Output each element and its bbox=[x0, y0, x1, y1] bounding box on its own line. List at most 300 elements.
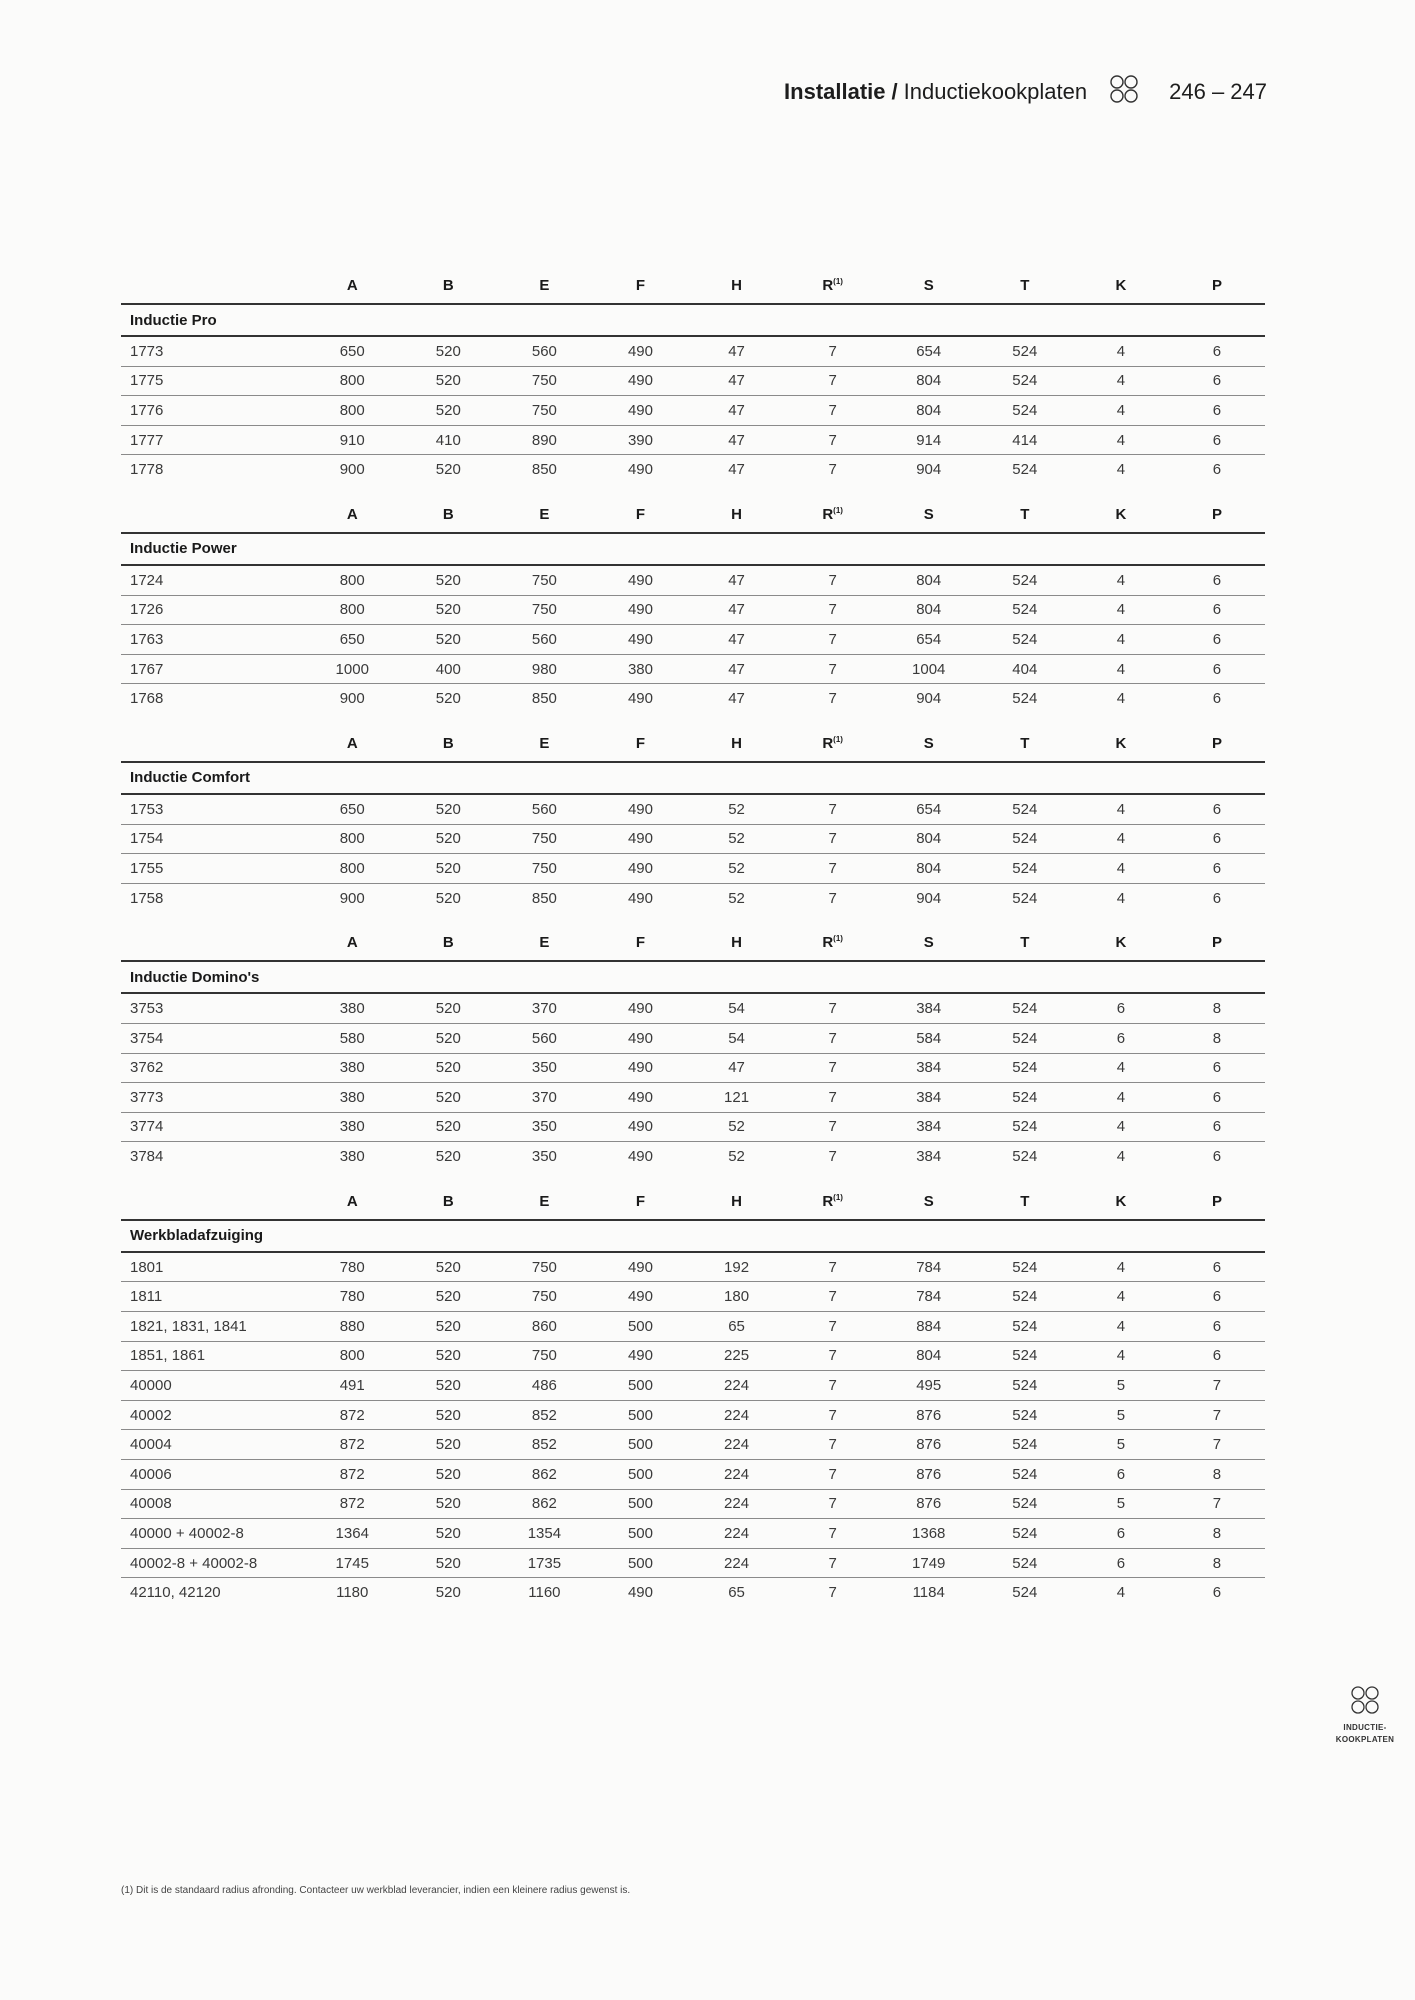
group-title-row bbox=[121, 762, 1265, 794]
cell-r: 7 bbox=[785, 396, 881, 426]
cell-k: 4 bbox=[1116, 690, 1126, 708]
cell-h: 52 bbox=[689, 794, 785, 824]
cell-p: 8 bbox=[1169, 1519, 1265, 1549]
table-row bbox=[121, 1489, 1265, 1519]
cell-p: 7 bbox=[1169, 1400, 1265, 1430]
footnote-marker: (1) bbox=[833, 505, 843, 515]
cell-t: 524 bbox=[977, 595, 1073, 625]
group-title: Inductie Pro bbox=[121, 304, 1265, 336]
table-row bbox=[121, 1023, 1265, 1053]
cell-b: 520 bbox=[400, 854, 496, 884]
cell-r: 7 bbox=[785, 1548, 881, 1578]
table-row bbox=[121, 396, 1265, 426]
dimensions-table bbox=[121, 1184, 1265, 1607]
table-row bbox=[121, 1112, 1265, 1142]
table-row bbox=[121, 455, 1265, 484]
cell-e: 370 bbox=[496, 993, 592, 1023]
column-header-a bbox=[304, 497, 400, 533]
table-row bbox=[121, 854, 1265, 884]
cell-k: 4 bbox=[1073, 794, 1169, 824]
cell-s: 876 bbox=[881, 1430, 977, 1460]
cell-b: 520 bbox=[435, 1148, 461, 1166]
column-header-label: S bbox=[923, 505, 934, 523]
column-header-r bbox=[785, 497, 881, 533]
cell-r: 7 bbox=[785, 1282, 881, 1312]
cell-a: 380 bbox=[304, 1053, 400, 1083]
column-header-h bbox=[689, 1184, 785, 1220]
model-number: 1801 bbox=[121, 1252, 304, 1282]
cell-a: 1364 bbox=[304, 1519, 400, 1549]
column-header-row bbox=[121, 726, 1265, 762]
cell-b: 520 bbox=[400, 1083, 496, 1113]
cell-e: 860 bbox=[496, 1312, 592, 1342]
cell-h: 52 bbox=[728, 889, 745, 907]
column-header-row bbox=[121, 1184, 1265, 1220]
cell-e: 750 bbox=[496, 1282, 592, 1312]
cell-b: 520 bbox=[400, 993, 496, 1023]
cell-p: 6 bbox=[1169, 1341, 1265, 1371]
column-header-label: E bbox=[539, 934, 550, 952]
cell-a: 900 bbox=[339, 889, 365, 907]
section-title: Installatie bbox=[784, 79, 886, 104]
cell-b: 520 bbox=[400, 1400, 496, 1430]
column-header-s bbox=[881, 268, 977, 304]
cell-f: 490 bbox=[592, 396, 688, 426]
column-header-r bbox=[785, 726, 881, 762]
cell-p: 6 bbox=[1212, 1148, 1222, 1166]
column-header-label: S bbox=[923, 1192, 934, 1210]
cell-f: 490 bbox=[592, 565, 688, 595]
cell-f: 490 bbox=[627, 690, 653, 708]
cell-a: 800 bbox=[304, 396, 400, 426]
cell-h: 47 bbox=[728, 690, 745, 708]
cell-t: 524 bbox=[1012, 690, 1038, 708]
cell-p: 6 bbox=[1169, 1282, 1265, 1312]
cell-k: 5 bbox=[1073, 1400, 1169, 1430]
cell-f: 490 bbox=[592, 1341, 688, 1371]
table-row bbox=[121, 1341, 1265, 1371]
cell-t: 524 bbox=[977, 1023, 1073, 1053]
cell-a: 380 bbox=[304, 993, 400, 1023]
cell-r: 7 bbox=[828, 461, 837, 479]
cell-f: 490 bbox=[592, 1112, 688, 1142]
column-header-blank bbox=[121, 497, 304, 533]
cell-s: 884 bbox=[881, 1312, 977, 1342]
table-gap bbox=[121, 1171, 1265, 1184]
cell-r: 7 bbox=[785, 1053, 881, 1083]
cell-h: 47 bbox=[689, 396, 785, 426]
cell-k: 6 bbox=[1073, 1460, 1169, 1490]
column-header-label: E bbox=[539, 505, 550, 523]
column-header-label: A bbox=[346, 505, 358, 523]
column-header-label: S bbox=[923, 934, 934, 952]
cell-h: 65 bbox=[728, 1584, 745, 1602]
cell-b: 520 bbox=[435, 690, 461, 708]
cell-h: 52 bbox=[689, 854, 785, 884]
model-number: 1821, 1831, 1841 bbox=[121, 1312, 304, 1342]
column-header-t bbox=[977, 925, 1073, 961]
cell-f: 490 bbox=[627, 889, 653, 907]
column-header-k bbox=[1073, 268, 1169, 304]
cell-p: 7 bbox=[1169, 1489, 1265, 1519]
cell-s: 654 bbox=[881, 794, 977, 824]
model-number: 40000 bbox=[121, 1371, 304, 1401]
column-header-r bbox=[785, 925, 881, 961]
column-header-label: B bbox=[442, 505, 454, 523]
cell-f: 490 bbox=[627, 461, 653, 479]
column-header-label: K bbox=[1115, 277, 1127, 294]
cell-h: 54 bbox=[689, 1023, 785, 1053]
cell-h: 224 bbox=[689, 1400, 785, 1430]
column-header-label: B bbox=[442, 277, 454, 294]
model-number: 40002 bbox=[121, 1400, 304, 1430]
model-number: 1755 bbox=[121, 854, 304, 884]
cell-k: 4 bbox=[1073, 654, 1169, 684]
cell-k: 6 bbox=[1073, 1023, 1169, 1053]
column-header-k bbox=[1073, 497, 1169, 533]
cell-t: 524 bbox=[977, 1519, 1073, 1549]
column-header-k bbox=[1073, 726, 1169, 762]
cell-p: 6 bbox=[1212, 690, 1222, 708]
column-header-b bbox=[400, 268, 496, 304]
cell-s: 384 bbox=[881, 1112, 977, 1142]
column-header-label: A bbox=[346, 1192, 358, 1210]
table-row bbox=[121, 1548, 1265, 1578]
column-header-label: T bbox=[1020, 277, 1030, 294]
cell-t: 524 bbox=[977, 1053, 1073, 1083]
cell-h: 54 bbox=[689, 993, 785, 1023]
cell-b: 520 bbox=[400, 824, 496, 854]
cell-k: 4 bbox=[1073, 396, 1169, 426]
cell-k: 4 bbox=[1116, 1584, 1126, 1602]
cell-r: 7 bbox=[785, 993, 881, 1023]
cell-f: 500 bbox=[592, 1371, 688, 1401]
cell-s: 804 bbox=[881, 854, 977, 884]
cell-a: 800 bbox=[304, 1341, 400, 1371]
model-number: 40002-8 + 40002-8 bbox=[121, 1548, 304, 1578]
cell-e: 1160 bbox=[528, 1584, 561, 1602]
cell-a: 650 bbox=[304, 794, 400, 824]
cell-f: 490 bbox=[592, 854, 688, 884]
dimensions-table bbox=[121, 268, 1265, 484]
cell-p: 6 bbox=[1169, 1112, 1265, 1142]
cell-p: 6 bbox=[1169, 336, 1265, 366]
column-header-label: B bbox=[442, 934, 454, 952]
column-header-label: P bbox=[1211, 734, 1222, 752]
cell-e: 560 bbox=[496, 625, 592, 655]
cell-h: 224 bbox=[689, 1371, 785, 1401]
cell-k: 4 bbox=[1073, 1341, 1169, 1371]
cell-r: 7 bbox=[785, 1252, 881, 1282]
table-row bbox=[121, 366, 1265, 396]
cell-p: 6 bbox=[1169, 425, 1265, 455]
cell-t: 524 bbox=[977, 1312, 1073, 1342]
cell-s: 784 bbox=[881, 1252, 977, 1282]
cell-p: 6 bbox=[1212, 1584, 1222, 1602]
table-row bbox=[121, 1083, 1265, 1113]
cell-p: 8 bbox=[1169, 993, 1265, 1023]
model-number: 40004 bbox=[121, 1430, 304, 1460]
model-number: 1726 bbox=[121, 595, 304, 625]
model-number: 3762 bbox=[121, 1053, 304, 1083]
column-header-h bbox=[689, 925, 785, 961]
cell-k: 4 bbox=[1116, 1148, 1126, 1166]
cell-r: 7 bbox=[785, 1430, 881, 1460]
cell-h: 65 bbox=[689, 1312, 785, 1342]
cell-s: 904 bbox=[916, 690, 942, 708]
cell-r: 7 bbox=[785, 1371, 881, 1401]
column-header-f bbox=[592, 1184, 688, 1220]
cell-s: 1749 bbox=[881, 1548, 977, 1578]
cell-s: 876 bbox=[881, 1489, 977, 1519]
cell-p: 6 bbox=[1169, 824, 1265, 854]
cell-e: 852 bbox=[496, 1430, 592, 1460]
column-header-blank bbox=[121, 726, 304, 762]
cell-f: 490 bbox=[592, 1282, 688, 1312]
column-header-r bbox=[785, 1184, 881, 1220]
cell-s: 804 bbox=[881, 366, 977, 396]
cell-t: 404 bbox=[977, 654, 1073, 684]
column-header-s bbox=[881, 925, 977, 961]
table-row bbox=[121, 1400, 1265, 1430]
cell-e: 750 bbox=[496, 366, 592, 396]
column-header-label: T bbox=[1020, 934, 1030, 952]
cell-f: 490 bbox=[592, 625, 688, 655]
cell-k: 4 bbox=[1073, 1282, 1169, 1312]
cell-f: 490 bbox=[592, 993, 688, 1023]
cell-k: 4 bbox=[1073, 625, 1169, 655]
cell-k: 4 bbox=[1073, 824, 1169, 854]
group-title-row bbox=[121, 304, 1265, 336]
column-header-label: F bbox=[635, 505, 646, 523]
cell-h: 52 bbox=[728, 1148, 745, 1166]
cell-e: 890 bbox=[496, 425, 592, 455]
cell-a: 380 bbox=[304, 1083, 400, 1113]
table-row bbox=[121, 1430, 1265, 1460]
cell-a: 800 bbox=[304, 366, 400, 396]
cell-b: 520 bbox=[400, 1112, 496, 1142]
column-header-h bbox=[689, 726, 785, 762]
column-header-label: T bbox=[1020, 505, 1030, 523]
column-header-t bbox=[977, 726, 1073, 762]
model-number: 1851, 1861 bbox=[121, 1341, 304, 1371]
column-header-label: K bbox=[1115, 1192, 1127, 1210]
model-number: 40006 bbox=[121, 1460, 304, 1490]
group-title-row bbox=[121, 1220, 1265, 1252]
footnote-marker: (1) bbox=[833, 1192, 843, 1202]
cell-r: 7 bbox=[785, 425, 881, 455]
table-gap bbox=[121, 912, 1265, 925]
cell-k: 4 bbox=[1073, 565, 1169, 595]
table-row bbox=[121, 1578, 1265, 1607]
cell-p: 6 bbox=[1169, 854, 1265, 884]
column-header-label: H bbox=[731, 934, 742, 952]
cell-e: 850 bbox=[531, 889, 557, 907]
column-header-label: F bbox=[635, 1192, 646, 1210]
cell-a: 650 bbox=[304, 336, 400, 366]
cell-f: 490 bbox=[592, 1083, 688, 1113]
table-row bbox=[121, 794, 1265, 824]
column-header-s bbox=[881, 1184, 977, 1220]
side-tab-label-line2: KOOKPLATEN bbox=[1335, 1735, 1395, 1744]
cell-r: 7 bbox=[785, 565, 881, 595]
cell-t: 524 bbox=[977, 1489, 1073, 1519]
cell-p: 6 bbox=[1169, 565, 1265, 595]
column-header-label: R bbox=[822, 277, 834, 294]
cell-t: 524 bbox=[977, 366, 1073, 396]
cell-h: 224 bbox=[689, 1430, 785, 1460]
cell-f: 490 bbox=[592, 1252, 688, 1282]
cell-e: 350 bbox=[531, 1148, 557, 1166]
column-header-p bbox=[1169, 268, 1265, 304]
cell-e: 852 bbox=[496, 1400, 592, 1430]
cell-s: 654 bbox=[881, 336, 977, 366]
footnote: (1) Dit is de standaard radius afronding. Contacteer uw werkblad leverancier, indien een kleinere radius gewenst is. bbox=[121, 1885, 631, 1896]
column-header-k bbox=[1073, 1184, 1169, 1220]
cell-r: 7 bbox=[785, 1460, 881, 1490]
cell-r: 7 bbox=[785, 1489, 881, 1519]
column-header-r bbox=[785, 268, 881, 304]
cell-p: 8 bbox=[1169, 1548, 1265, 1578]
column-header-label: P bbox=[1211, 505, 1222, 523]
cell-s: 804 bbox=[881, 1341, 977, 1371]
table-row bbox=[121, 1142, 1265, 1171]
column-header-t bbox=[977, 497, 1073, 533]
cell-s: 1368 bbox=[881, 1519, 977, 1549]
cell-a: 650 bbox=[304, 625, 400, 655]
cell-p: 6 bbox=[1169, 654, 1265, 684]
cell-s: 384 bbox=[881, 1083, 977, 1113]
cell-a: 880 bbox=[304, 1312, 400, 1342]
cell-t: 524 bbox=[977, 1282, 1073, 1312]
cell-e: 370 bbox=[496, 1083, 592, 1113]
cell-r: 7 bbox=[785, 1083, 881, 1113]
column-header-b bbox=[400, 497, 496, 533]
cell-k: 5 bbox=[1073, 1430, 1169, 1460]
cell-r: 7 bbox=[785, 1112, 881, 1142]
cell-h: 224 bbox=[689, 1460, 785, 1490]
cell-b: 520 bbox=[435, 889, 461, 907]
cell-r: 7 bbox=[785, 794, 881, 824]
column-header-t bbox=[977, 268, 1073, 304]
cell-p: 6 bbox=[1169, 1083, 1265, 1113]
cell-e: 850 bbox=[531, 690, 557, 708]
cell-r: 7 bbox=[785, 595, 881, 625]
table-row bbox=[121, 425, 1265, 455]
column-header-h bbox=[689, 268, 785, 304]
side-tab-inductiekookplaten[interactable] bbox=[1334, 1685, 1396, 1746]
table-row bbox=[121, 654, 1265, 684]
cell-h: 52 bbox=[689, 1112, 785, 1142]
cell-a: 380 bbox=[304, 1112, 400, 1142]
cell-t: 524 bbox=[977, 794, 1073, 824]
column-header-label: H bbox=[731, 1192, 742, 1210]
cell-p: 6 bbox=[1169, 1053, 1265, 1083]
cell-r: 7 bbox=[785, 336, 881, 366]
group-title: Inductie Domino's bbox=[121, 961, 1265, 993]
table-gap bbox=[121, 713, 1265, 726]
cell-p: 6 bbox=[1169, 1312, 1265, 1342]
cell-r: 7 bbox=[785, 366, 881, 396]
cell-k: 4 bbox=[1073, 366, 1169, 396]
model-number: 1778 bbox=[130, 461, 164, 479]
column-header-row bbox=[121, 497, 1265, 533]
model-number: 42110, 42120 bbox=[130, 1584, 221, 1602]
cell-a: 800 bbox=[304, 595, 400, 625]
footnote-marker: (1) bbox=[833, 734, 843, 744]
cell-a: 872 bbox=[304, 1430, 400, 1460]
column-header-t bbox=[977, 1184, 1073, 1220]
cell-e: 750 bbox=[496, 595, 592, 625]
model-number: 1775 bbox=[121, 366, 304, 396]
cell-k: 4 bbox=[1073, 1312, 1169, 1342]
column-header-label: B bbox=[442, 1192, 454, 1210]
cell-p: 8 bbox=[1169, 1023, 1265, 1053]
table-row bbox=[121, 1519, 1265, 1549]
cell-a: 872 bbox=[304, 1460, 400, 1490]
column-header-label: A bbox=[346, 934, 358, 952]
cell-r: 7 bbox=[828, 889, 837, 907]
cell-s: 1004 bbox=[881, 654, 977, 684]
cell-t: 524 bbox=[977, 824, 1073, 854]
column-header-label: S bbox=[923, 277, 934, 294]
cell-e: 750 bbox=[496, 396, 592, 426]
column-header-label: H bbox=[731, 277, 742, 294]
cell-h: 224 bbox=[689, 1548, 785, 1578]
cell-t: 524 bbox=[1012, 1584, 1038, 1602]
column-header-label: K bbox=[1115, 734, 1127, 752]
cell-r: 7 bbox=[785, 1519, 881, 1549]
cell-e: 1735 bbox=[496, 1548, 592, 1578]
cell-h: 52 bbox=[689, 824, 785, 854]
model-number: 3774 bbox=[121, 1112, 304, 1142]
column-header-label: T bbox=[1020, 1192, 1030, 1210]
cell-p: 8 bbox=[1169, 1460, 1265, 1490]
cell-t: 524 bbox=[977, 1083, 1073, 1113]
cell-a: 1745 bbox=[304, 1548, 400, 1578]
column-header-blank bbox=[121, 1184, 304, 1220]
cell-a: 872 bbox=[304, 1489, 400, 1519]
model-number: 3784 bbox=[130, 1148, 164, 1166]
cell-b: 520 bbox=[400, 1252, 496, 1282]
model-number: 1763 bbox=[121, 625, 304, 655]
cell-h: 47 bbox=[689, 366, 785, 396]
cell-t: 524 bbox=[1012, 889, 1038, 907]
cell-h: 192 bbox=[689, 1252, 785, 1282]
cell-a: 780 bbox=[304, 1282, 400, 1312]
model-number: 1776 bbox=[121, 396, 304, 426]
cell-f: 490 bbox=[592, 824, 688, 854]
cell-e: 750 bbox=[496, 1341, 592, 1371]
table-row bbox=[121, 1371, 1265, 1401]
cell-e: 862 bbox=[496, 1460, 592, 1490]
column-header-p bbox=[1169, 925, 1265, 961]
cell-f: 500 bbox=[592, 1519, 688, 1549]
cell-t: 524 bbox=[977, 396, 1073, 426]
cell-r: 7 bbox=[785, 1400, 881, 1430]
cell-p: 7 bbox=[1169, 1371, 1265, 1401]
group-title-row bbox=[121, 961, 1265, 993]
cell-a: 900 bbox=[339, 461, 365, 479]
cell-p: 6 bbox=[1169, 595, 1265, 625]
column-header-e bbox=[496, 497, 592, 533]
cell-f: 500 bbox=[592, 1312, 688, 1342]
cell-a: 1180 bbox=[336, 1584, 369, 1602]
dimensions-tables bbox=[121, 268, 1265, 1607]
title-separator: / bbox=[891, 79, 898, 104]
column-header-label: E bbox=[539, 1192, 550, 1210]
column-header-label: R bbox=[822, 1192, 834, 1210]
